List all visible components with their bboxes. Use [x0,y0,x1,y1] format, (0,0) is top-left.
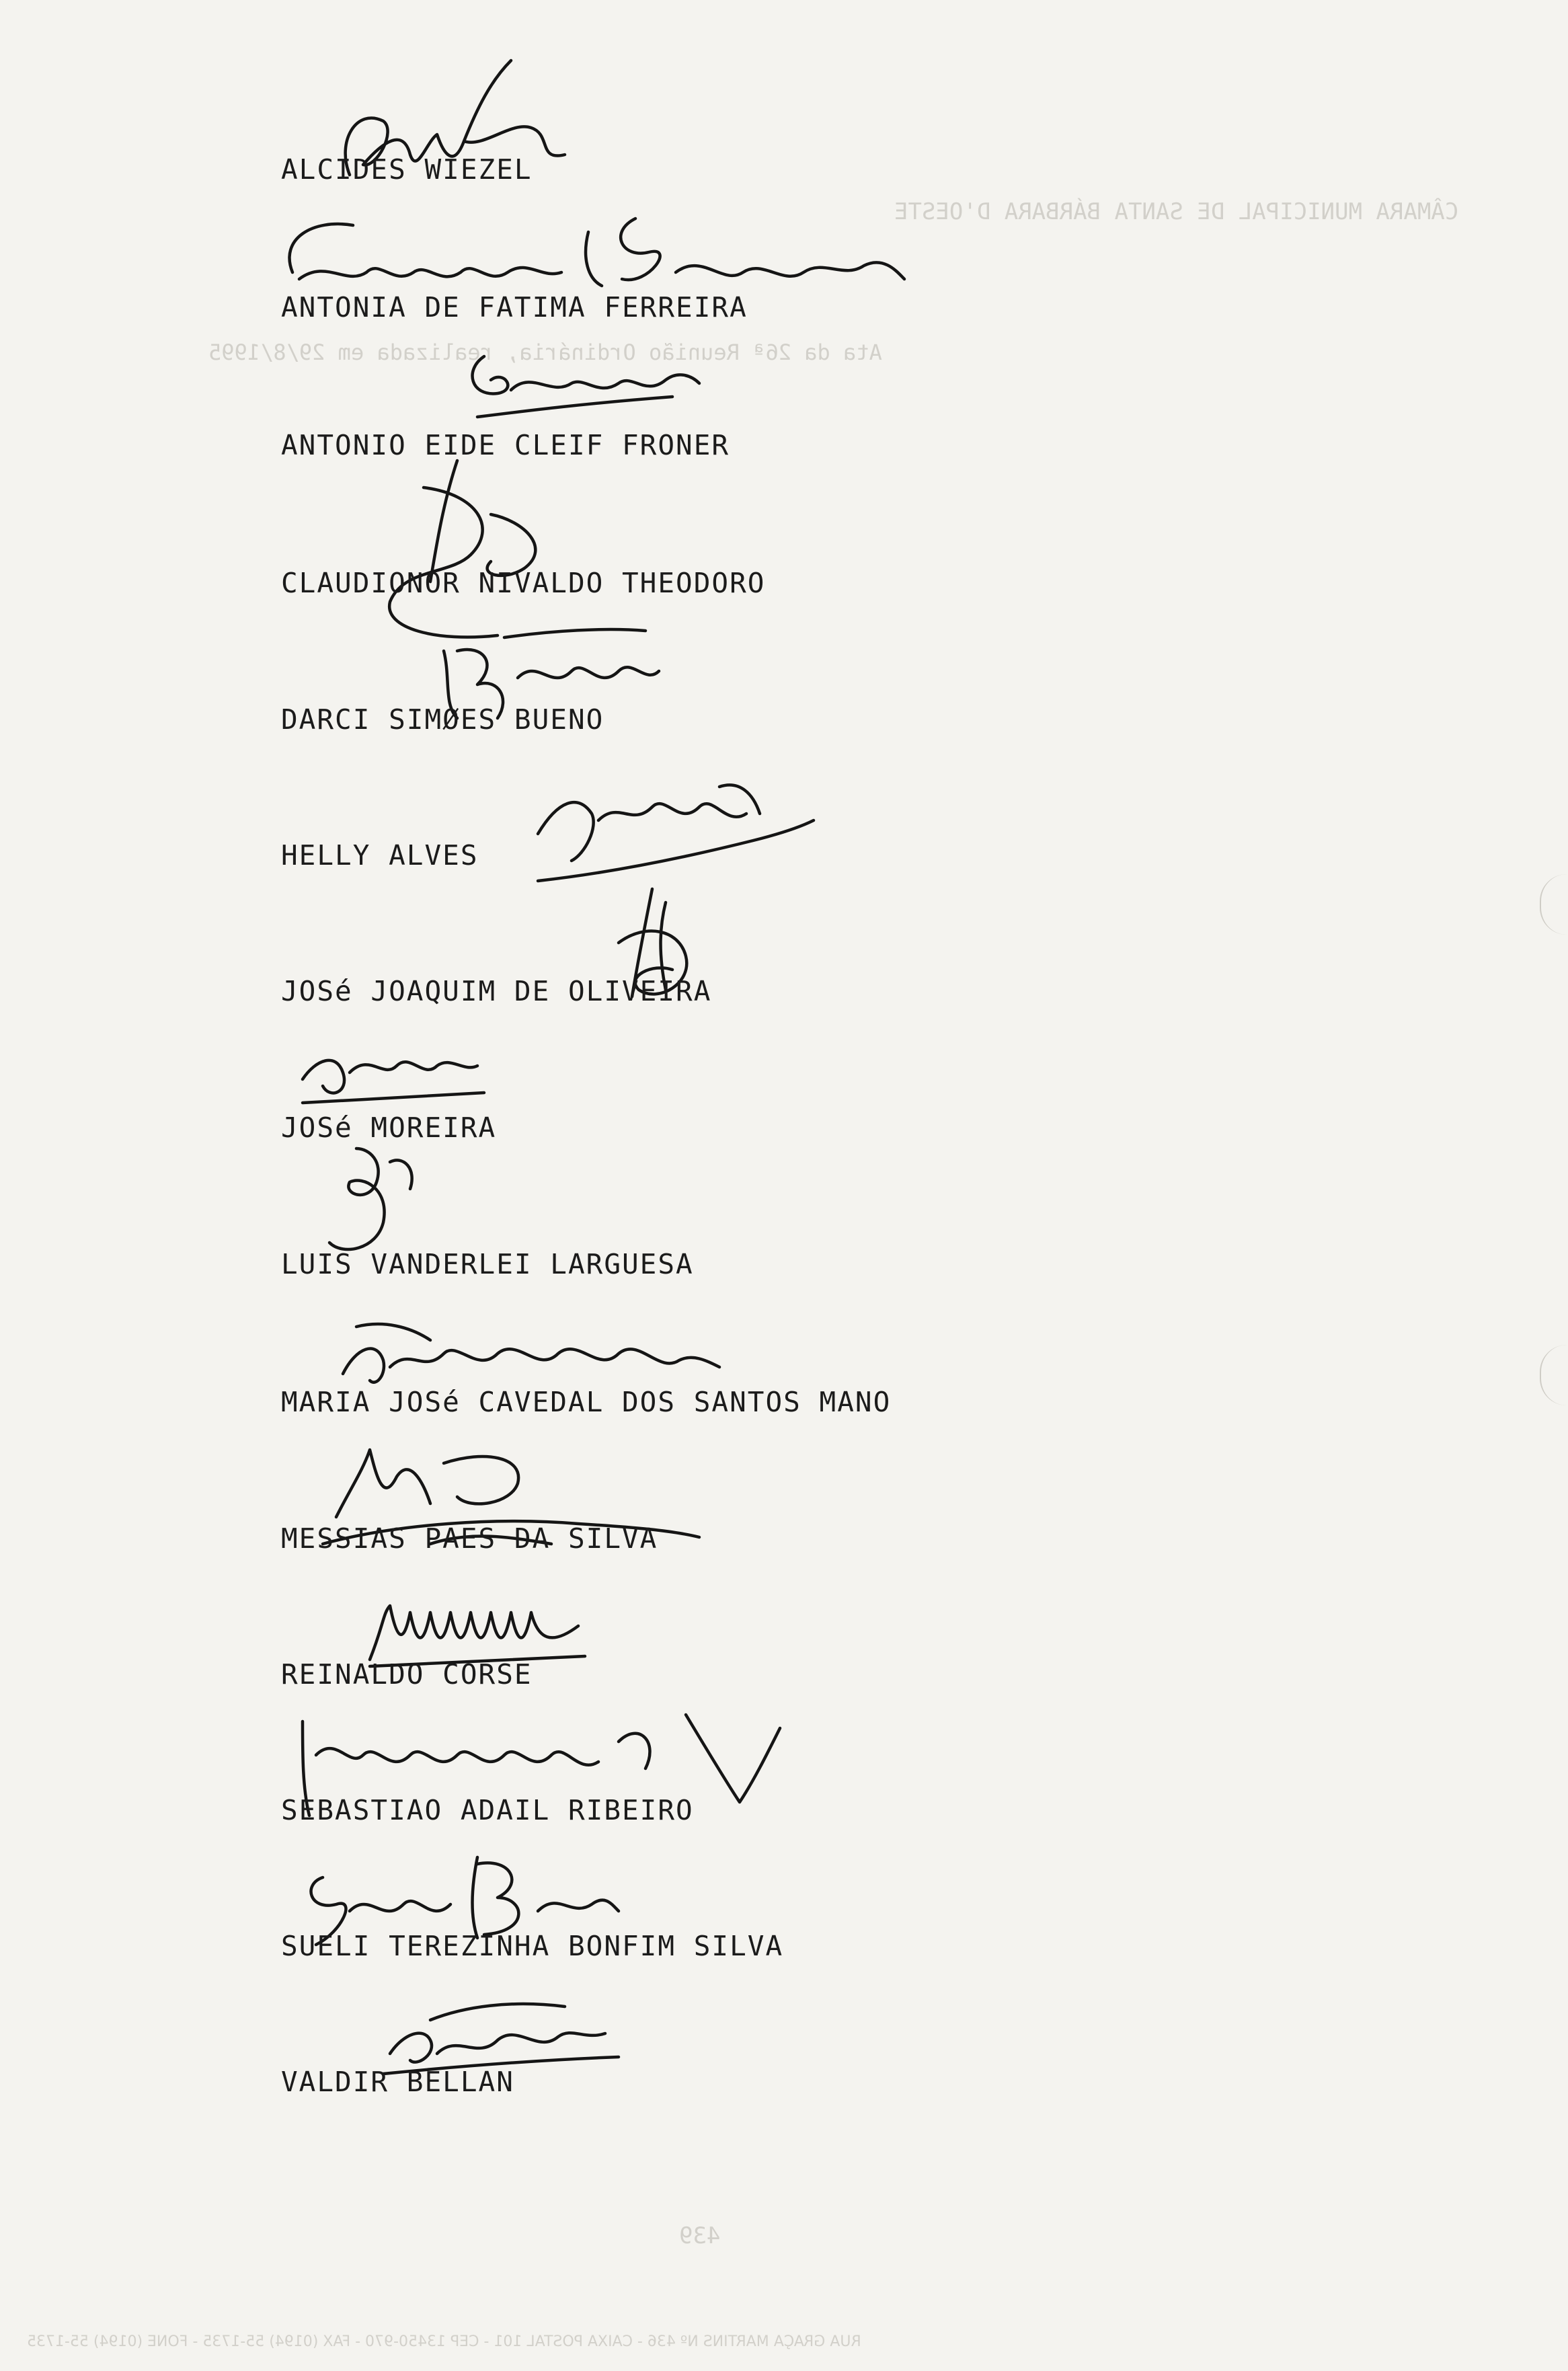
signatory-name: ANTONIO EIDE CLEIF FRONER [281,429,730,461]
signatory-row [0,590,1568,736]
bleed-title: Ata da 26ª Reunião Ordinária, realizada em 29/8/1995 [208,340,882,365]
signatory-row [0,726,1568,871]
signatory-name: MARIA JOSé CAVEDAL DOS SANTOS MANO [281,1386,892,1418]
bleed-footer: RUA GRAÇA MARTINS Nº 436 - CAIXA POSTAL 101 - CEP 13450-970 - FAX (0194) 55-1735 - FONE (0194) 55-1735 [27,2333,861,2350]
signatory-name: LUIS VANDERLEI LARGUESA [281,1248,694,1280]
signatory-name: JOSé MOREIRA [281,1112,497,1144]
signatory-name: ALCIDES WIEZEL [281,153,533,186]
signature [282,999,498,1120]
signatory-row [0,999,1568,1144]
signatory-name: CLAUDIONOR NIVALDO THEODORO [281,567,766,599]
signatory-name: MESSIAS PAES DA SILVA [281,1522,658,1555]
signatory-row [0,1409,1568,1555]
signatory-name: HELLY ALVES [281,839,479,871]
signatory-row [0,1545,1568,1690]
signatory-name: DARCI SIMØES BUENO [281,703,604,736]
signature [450,316,706,437]
signatory-row [0,1953,1568,2098]
signatory-row [0,862,1568,1007]
signatory-row [0,1681,1568,1826]
signatory-row [0,1135,1568,1280]
signatory-row [0,178,1568,323]
signatory-row [0,316,1568,461]
signatory-name: SEBASTIAO ADAIL RIBEIRO [281,1794,694,1826]
signatory-name: JOSé JOAQUIM DE OLIVEIRA [281,975,712,1007]
signatory-name: SUELI TEREZINHA BONFIM SILVA [281,1930,784,1962]
signatory-row [0,1817,1568,1962]
signatory-name: REINALDO CORSE [281,1658,533,1690]
bleed-header: CÂMARA MUNICIPAL DE SANTA BÁRBARA D'OESTE [894,198,1459,225]
signatory-row [0,40,1568,186]
signatory-name: VALDIR BELLAN [281,2066,514,2098]
signatory-row [0,454,1568,599]
signatory-name: ANTONIA DE FATIMA FERREIRA [281,291,748,323]
signatory-row [0,1273,1568,1418]
bleed-page-number: 439 [679,2222,721,2249]
